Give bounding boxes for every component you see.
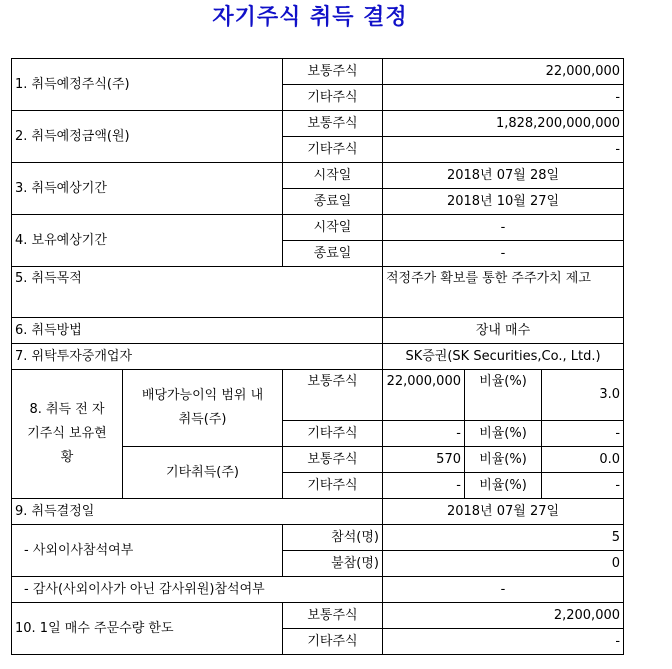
ratio-value: - bbox=[542, 473, 624, 499]
row-label: 3. 취득예상기간 bbox=[12, 163, 283, 215]
sub-label: 보통주식 bbox=[283, 111, 383, 137]
table-row bbox=[12, 603, 624, 629]
page-title: 자기주식 취득 결정 bbox=[212, 5, 408, 30]
row-label: 5. 취득목적 bbox=[12, 267, 383, 318]
value-cell: - bbox=[383, 241, 624, 267]
sub-label: 보통주식 bbox=[283, 603, 383, 629]
row-label: 6. 취득방법 bbox=[12, 318, 383, 344]
value-cell: 2018년 07월 27일 bbox=[383, 499, 624, 525]
value-cell: 2,200,000 bbox=[383, 603, 624, 629]
sub-label: 종료일 bbox=[283, 189, 383, 215]
table-row bbox=[12, 525, 624, 551]
value-cell: 570 bbox=[383, 447, 465, 473]
table-row bbox=[12, 59, 624, 85]
row-label: 8. 취득 전 자기주식 보유현황 bbox=[12, 370, 123, 499]
table-row bbox=[12, 267, 624, 318]
row-label: 4. 보유예상기간 bbox=[12, 215, 283, 267]
value-cell: SK증권(SK Securities,Co., Ltd.) bbox=[383, 344, 624, 370]
sub-label: 불참(명) bbox=[283, 551, 383, 577]
group-label: 배당가능이익 범위 내 취득(주) bbox=[123, 370, 283, 447]
value-cell: - bbox=[383, 577, 624, 603]
sub-label: 종료일 bbox=[283, 241, 383, 267]
value-cell: - bbox=[383, 421, 465, 447]
table-row bbox=[12, 318, 624, 344]
sub-label: 기타주식 bbox=[283, 629, 383, 655]
sub-label: 보통주식 bbox=[283, 370, 383, 421]
value-cell: 5 bbox=[383, 525, 624, 551]
row-label: 1. 취득예정주식(주) bbox=[12, 59, 283, 111]
ratio-label: 비율(%) bbox=[465, 370, 542, 421]
sub-label: 보통주식 bbox=[283, 59, 383, 85]
row-label: 10. 1일 매수 주문수량 한도 bbox=[12, 603, 283, 655]
ratio-value: 0.0 bbox=[542, 447, 624, 473]
table-row bbox=[12, 370, 624, 421]
table-row bbox=[12, 111, 624, 137]
row-label: 7. 위탁투자중개업자 bbox=[12, 344, 383, 370]
sub-label: 시작일 bbox=[283, 163, 383, 189]
sub-label: 참석(명) bbox=[283, 525, 383, 551]
ratio-value: - bbox=[542, 421, 624, 447]
value-cell: 1,828,200,000,000 bbox=[383, 111, 624, 137]
ratio-label: 비율(%) bbox=[465, 447, 542, 473]
row-label: 2. 취득예정금액(원) bbox=[12, 111, 283, 163]
row-label: 9. 취득결정일 bbox=[12, 499, 383, 525]
disclosure-table bbox=[11, 58, 624, 655]
value-cell: - bbox=[383, 137, 624, 163]
value-cell: - bbox=[383, 85, 624, 111]
table-row bbox=[12, 163, 624, 189]
group-label: 기타취득(주) bbox=[123, 447, 283, 499]
value-cell: 2018년 10월 27일 bbox=[383, 189, 624, 215]
row-label: - 사외이사참석여부 bbox=[12, 525, 283, 577]
row-label: - 감사(사외이사가 아닌 감사위원)참석여부 bbox=[12, 577, 383, 603]
sub-label: 기타주식 bbox=[283, 421, 383, 447]
value-cell: 22,000,000 bbox=[383, 370, 465, 421]
value-cell: 2018년 07월 28일 bbox=[383, 163, 624, 189]
value-cell: 22,000,000 bbox=[383, 59, 624, 85]
ratio-label: 비율(%) bbox=[465, 421, 542, 447]
sub-label: 보통주식 bbox=[283, 447, 383, 473]
value-cell: 장내 매수 bbox=[383, 318, 624, 344]
ratio-value: 3.0 bbox=[542, 370, 624, 421]
value-cell: - bbox=[383, 473, 465, 499]
sub-label: 기타주식 bbox=[283, 473, 383, 499]
table-row bbox=[12, 344, 624, 370]
table-row bbox=[12, 577, 624, 603]
sub-label: 기타주식 bbox=[283, 85, 383, 111]
ratio-label: 비율(%) bbox=[465, 473, 542, 499]
sub-label: 시작일 bbox=[283, 215, 383, 241]
table-row bbox=[12, 215, 624, 241]
sub-label: 기타주식 bbox=[283, 137, 383, 163]
table-row bbox=[12, 499, 624, 525]
value-cell: 적정주가 확보를 통한 주주가치 제고 bbox=[383, 267, 624, 318]
value-cell: - bbox=[383, 629, 624, 655]
value-cell: - bbox=[383, 215, 624, 241]
value-cell: 0 bbox=[383, 551, 624, 577]
